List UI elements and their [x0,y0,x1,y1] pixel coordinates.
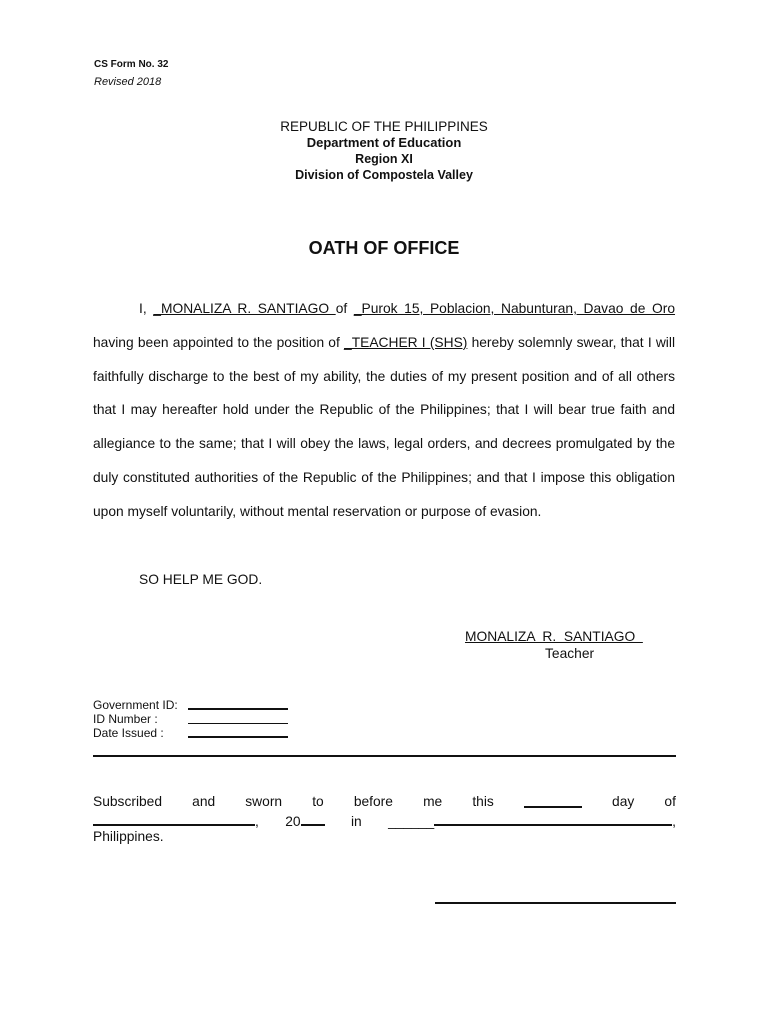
sub-word-8: day [612,794,635,809]
oath-name: _MONALIZA R. SANTIAGO [153,301,336,316]
signatory-position: Teacher [545,646,595,661]
id-number-label: ID Number : [93,712,158,726]
oath-text-3: having been appointed to the position of [93,334,345,350]
id-number-blank[interactable] [188,723,288,724]
comma-2: , [672,814,676,829]
oath-text-4: hereby solemnly swear, that I will faithfully discharge to the best of my ability, the duties of my present position and of all others that I may hereafter hold under the Republic of the Philippines; that I will bear true faith and allegiance to the same; that I will obey the laws, legal orders, and decrees promulgated by the duly constituted authorities of the Republic of the Philippines; and that I impose this obligation upon myself voluntarily, without mental reservation or purpose of evasion. [93,334,676,519]
subscribed-line-2 [93,812,676,829]
place-underscores: ______ [388,814,435,829]
day-blank[interactable] [524,794,582,808]
sub-word-4: to [312,794,324,809]
sub-word-1: Subscribed [93,794,163,809]
comma-1: , [255,814,259,829]
sub-word-6: me [423,794,443,809]
government-id-label: Government ID: [93,698,178,712]
date-issued-row [93,726,178,740]
page-title: OATH OF OFFICE [308,238,460,258]
sub-word-3: sworn [245,794,283,809]
oath-position: _TEACHER I (SHS) [344,334,468,350]
oath-address: _Purok 15, Poblacion, Nabunturan, Davao de Oro [353,301,676,316]
sub-word-7: this [472,794,494,809]
header-division: Division of Compostela Valley [295,168,473,182]
subscribed-line-1 [93,794,676,809]
administering-officer-signature-line[interactable] [435,902,676,904]
oath-text-2: of [335,301,354,316]
subscribed-line-3: Philippines. [93,829,164,844]
sub-word-2: and [192,794,216,809]
oath-text-1: I, [139,301,154,316]
in-word: in [350,814,362,829]
form-revised: Revised 2018 [94,76,162,88]
signatory-name: MONALIZA R. SANTIAGO [465,629,643,644]
date-issued-label: Date Issued : [93,726,164,740]
government-id-blank[interactable] [188,708,288,710]
form-number: CS Form No. 32 [94,59,169,70]
date-issued-blank[interactable] [188,736,288,738]
header-region: Region XI [355,152,413,166]
place-blank[interactable] [434,812,672,826]
id-fields [93,698,178,740]
closing-phrase: SO HELP ME GOD. [139,572,263,587]
month-blank[interactable] [93,812,255,826]
sub-word-5: before [353,794,393,809]
id-number-row [93,712,178,726]
header-republic: REPUBLIC OF THE PHILIPPINES [280,119,488,134]
government-id-row [93,698,178,712]
header-department: Department of Education [306,135,462,150]
section-divider [93,755,676,757]
year-blank[interactable] [301,812,325,826]
sub-word-9: of [664,794,676,809]
oath-paragraph [93,292,675,529]
document-header [0,119,768,183]
year-prefix: 20 [285,814,301,829]
